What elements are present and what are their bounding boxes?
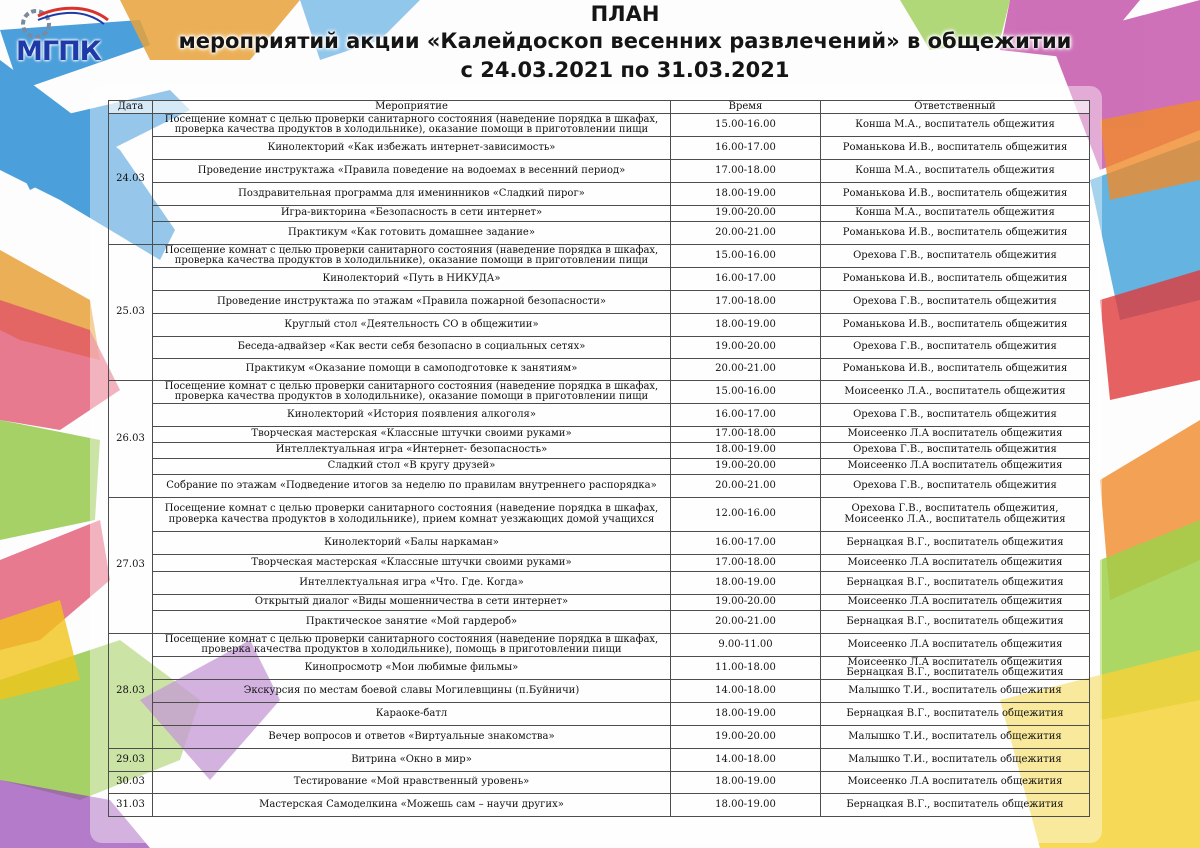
time-cell: 14.00-18.00 bbox=[671, 680, 821, 703]
event-cell: Мастерская Самоделкина «Можешь сам – научи других» bbox=[153, 794, 671, 817]
header-event: Мероприятие bbox=[153, 101, 671, 114]
responsible-cell: Бернацкая В.Г., воспитатель общежития bbox=[821, 794, 1090, 817]
time-cell: 16.00-17.00 bbox=[671, 137, 821, 160]
event-cell: Тестирование «Мой нравственный уровень» bbox=[153, 772, 671, 794]
header-time: Время bbox=[671, 101, 821, 114]
event-cell: Кинопросмотр «Мои любимые фильмы» bbox=[153, 657, 671, 680]
table-row bbox=[109, 337, 1090, 359]
time-cell: 18.00-19.00 bbox=[671, 772, 821, 794]
table-row bbox=[109, 726, 1090, 749]
time-cell: 19.00-20.00 bbox=[671, 206, 821, 222]
table-row bbox=[109, 532, 1090, 555]
event-cell: Посещение комнат с целью проверки санитарного состояния (наведение порядка в шкафах, проверка качества продуктов в холодильнике), оказание помощи в приготовлении пищи bbox=[153, 381, 671, 404]
responsible-cell: Моисеенко Л.А воспитатель общежития bbox=[821, 634, 1090, 657]
event-cell: Практическое занятие «Мой гардероб» bbox=[153, 611, 671, 634]
time-cell: 19.00-20.00 bbox=[671, 726, 821, 749]
logo-text: МГПК bbox=[16, 36, 101, 67]
page-title bbox=[150, 2, 1100, 85]
date-cell: 27.03 bbox=[109, 498, 153, 634]
event-cell: Проведение инструктажа по этажам «Правила пожарной безопасности» bbox=[153, 291, 671, 314]
time-cell: 16.00-17.00 bbox=[671, 268, 821, 291]
event-cell: Кинолекторий «Путь в НИКУДА» bbox=[153, 268, 671, 291]
event-cell: Посещение комнат с целью проверки санитарного состояния (наведение порядка в шкафах, проверка качества продуктов в холодильнике), прием комнат уезжающих домой учащихся bbox=[153, 498, 671, 532]
responsible-cell: Малышко Т.И., воспитатель общежития bbox=[821, 680, 1090, 703]
date-cell: 25.03 bbox=[109, 245, 153, 381]
table-row bbox=[109, 268, 1090, 291]
table-row bbox=[109, 794, 1090, 817]
table-row bbox=[109, 475, 1090, 498]
responsible-cell: Малышко Т.И., воспитатель общежития bbox=[821, 749, 1090, 772]
event-cell: Витрина «Окно в мир» bbox=[153, 749, 671, 772]
header-responsible: Ответственный bbox=[821, 101, 1090, 114]
events-table bbox=[108, 100, 1090, 817]
responsible-cell: Романькова И.В., воспитатель общежития bbox=[821, 268, 1090, 291]
table-row bbox=[109, 222, 1090, 245]
event-cell: Беседа-адвайзер «Как вести себя безопасно в социальных сетях» bbox=[153, 337, 671, 359]
table-row bbox=[109, 443, 1090, 459]
responsible-cell: Орехова Г.В., воспитатель общежития, Моисеенко Л.А., воспитатель общежития bbox=[821, 498, 1090, 532]
responsible-cell: Орехова Г.В., воспитатель общежития bbox=[821, 443, 1090, 459]
date-cell: 31.03 bbox=[109, 794, 153, 817]
event-cell: Сладкий стол «В кругу друзей» bbox=[153, 459, 671, 475]
time-cell: 18.00-19.00 bbox=[671, 703, 821, 726]
table-row bbox=[109, 206, 1090, 222]
responsible-cell: Романькова И.В., воспитатель общежития bbox=[821, 222, 1090, 245]
time-cell: 17.00-18.00 bbox=[671, 291, 821, 314]
table-row bbox=[109, 137, 1090, 160]
title-line-1: ПЛАН bbox=[590, 2, 660, 26]
event-cell: Поздравительная программа для именинников «Сладкий пирог» bbox=[153, 183, 671, 206]
table-row bbox=[109, 772, 1090, 794]
event-cell: Круглый стол «Деятельность СО в общежитии» bbox=[153, 314, 671, 337]
date-cell: 29.03 bbox=[109, 749, 153, 772]
responsible-cell: Орехова Г.В., воспитатель общежития bbox=[821, 337, 1090, 359]
time-cell: 20.00-21.00 bbox=[671, 222, 821, 245]
table-row bbox=[109, 555, 1090, 572]
college-logo bbox=[8, 6, 136, 66]
time-cell: 18.00-19.00 bbox=[671, 443, 821, 459]
table-row bbox=[109, 291, 1090, 314]
responsible-cell: Бернацкая В.Г., воспитатель общежития bbox=[821, 572, 1090, 595]
table-row bbox=[109, 611, 1090, 634]
table-row bbox=[109, 498, 1090, 532]
date-cell: 28.03 bbox=[109, 634, 153, 749]
table-row bbox=[109, 183, 1090, 206]
time-cell: 15.00-16.00 bbox=[671, 245, 821, 268]
responsible-cell: Орехова Г.В., воспитатель общежития bbox=[821, 475, 1090, 498]
time-cell: 18.00-19.00 bbox=[671, 183, 821, 206]
time-cell: 11.00-18.00 bbox=[671, 657, 821, 680]
table-body bbox=[109, 114, 1090, 817]
table-row bbox=[109, 381, 1090, 404]
event-cell: Открытый диалог «Виды мошенничества в сети интернет» bbox=[153, 595, 671, 611]
title-line-2: мероприятий акции «Калейдоскоп весенних развлечений» в общежитии bbox=[178, 29, 1072, 53]
event-cell: Практикум «Как готовить домашнее задание» bbox=[153, 222, 671, 245]
responsible-cell: Конша М.А., воспитатель общежития bbox=[821, 114, 1090, 137]
event-cell: Интеллектуальная игра «Что. Где. Когда» bbox=[153, 572, 671, 595]
responsible-cell: Конша М.А., воспитатель общежития bbox=[821, 206, 1090, 222]
table-row bbox=[109, 595, 1090, 611]
table-row bbox=[109, 359, 1090, 381]
table-row bbox=[109, 459, 1090, 475]
time-cell: 20.00-21.00 bbox=[671, 611, 821, 634]
date-cell: 24.03 bbox=[109, 114, 153, 245]
time-cell: 15.00-16.00 bbox=[671, 114, 821, 137]
responsible-cell: Моисеенко Л.А воспитатель общежития bbox=[821, 595, 1090, 611]
time-cell: 18.00-19.00 bbox=[671, 572, 821, 595]
event-cell: Вечер вопросов и ответов «Виртуальные знакомства» bbox=[153, 726, 671, 749]
table-row bbox=[109, 634, 1090, 657]
table-row bbox=[109, 572, 1090, 595]
event-cell: Творческая мастерская «Классные штучки своими руками» bbox=[153, 427, 671, 443]
time-cell: 17.00-18.00 bbox=[671, 555, 821, 572]
time-cell: 16.00-17.00 bbox=[671, 532, 821, 555]
date-cell: 26.03 bbox=[109, 381, 153, 498]
time-cell: 9.00-11.00 bbox=[671, 634, 821, 657]
event-cell: Собрание по этажам «Подведение итогов за неделю по правилам внутреннего распорядка» bbox=[153, 475, 671, 498]
time-cell: 18.00-19.00 bbox=[671, 314, 821, 337]
time-cell: 17.00-18.00 bbox=[671, 427, 821, 443]
table-header-row bbox=[109, 101, 1090, 114]
responsible-cell: Конша М.А., воспитатель общежития bbox=[821, 160, 1090, 183]
table-row bbox=[109, 680, 1090, 703]
responsible-cell: Орехова Г.В., воспитатель общежития bbox=[821, 245, 1090, 268]
time-cell: 17.00-18.00 bbox=[671, 160, 821, 183]
time-cell: 19.00-20.00 bbox=[671, 595, 821, 611]
event-cell: Посещение комнат с целью проверки санитарного состояния (наведение порядка в шкафах, проверка качества продуктов в холодильнике), помощь в приготовлении пищи bbox=[153, 634, 671, 657]
event-cell: Проведение инструктажа «Правила поведение на водоемах в весенний период» bbox=[153, 160, 671, 183]
event-cell: Караоке-батл bbox=[153, 703, 671, 726]
time-cell: 19.00-20.00 bbox=[671, 459, 821, 475]
responsible-cell: Романькова И.В., воспитатель общежития bbox=[821, 137, 1090, 160]
table-row bbox=[109, 427, 1090, 443]
responsible-cell: Моисеенко Л.А воспитатель общежития bbox=[821, 427, 1090, 443]
title-line-3: с 24.03.2021 по 31.03.2021 bbox=[460, 58, 790, 82]
event-cell: Кинолекторий «Как избежать интернет-зависимость» bbox=[153, 137, 671, 160]
table-row bbox=[109, 245, 1090, 268]
time-cell: 15.00-16.00 bbox=[671, 381, 821, 404]
responsible-cell: Бернацкая В.Г., воспитатель общежития bbox=[821, 532, 1090, 555]
time-cell: 19.00-20.00 bbox=[671, 337, 821, 359]
responsible-cell: Моисеенко Л.А воспитатель общежития bbox=[821, 555, 1090, 572]
table-row bbox=[109, 160, 1090, 183]
event-cell: Практикум «Оказание помощи в самоподготовке к занятиям» bbox=[153, 359, 671, 381]
time-cell: 16.00-17.00 bbox=[671, 404, 821, 427]
responsible-cell: Моисеенко Л.А воспитатель общежития bbox=[821, 459, 1090, 475]
responsible-cell: Романькова И.В., воспитатель общежития bbox=[821, 314, 1090, 337]
header-date: Дата bbox=[109, 101, 153, 114]
responsible-cell: Орехова Г.В., воспитатель общежития bbox=[821, 404, 1090, 427]
event-cell: Кинолекторий «История появления алкоголя» bbox=[153, 404, 671, 427]
table-row bbox=[109, 314, 1090, 337]
time-cell: 20.00-21.00 bbox=[671, 475, 821, 498]
event-cell: Творческая мастерская «Классные штучки своими руками» bbox=[153, 555, 671, 572]
responsible-cell: Романькова И.В., воспитатель общежития bbox=[821, 359, 1090, 381]
event-cell: Экскурсия по местам боевой славы Могилевщины (п.Буйничи) bbox=[153, 680, 671, 703]
responsible-cell: Бернацкая В.Г., воспитатель общежития bbox=[821, 611, 1090, 634]
table-row bbox=[109, 749, 1090, 772]
time-cell: 12.00-16.00 bbox=[671, 498, 821, 532]
responsible-cell: Моисеенко Л.А воспитатель общежития bbox=[821, 772, 1090, 794]
responsible-cell: Бернацкая В.Г., воспитатель общежития bbox=[821, 703, 1090, 726]
responsible-cell: Моисеенко Л.А., воспитатель общежития bbox=[821, 381, 1090, 404]
table-row bbox=[109, 404, 1090, 427]
event-cell: Игра-викторина «Безопасность в сети интернет» bbox=[153, 206, 671, 222]
time-cell: 20.00-21.00 bbox=[671, 359, 821, 381]
time-cell: 14.00-18.00 bbox=[671, 749, 821, 772]
event-cell: Интеллектуальная игра «Интернет- безопасность» bbox=[153, 443, 671, 459]
table-row bbox=[109, 703, 1090, 726]
responsible-cell: Романькова И.В., воспитатель общежития bbox=[821, 183, 1090, 206]
event-cell: Кинолекторий «Балы наркаман» bbox=[153, 532, 671, 555]
table-row bbox=[109, 114, 1090, 137]
responsible-cell: Моисеенко Л.А воспитатель общежития Бернацкая В.Г., воспитатель общежития bbox=[821, 657, 1090, 680]
time-cell: 18.00-19.00 bbox=[671, 794, 821, 817]
event-cell: Посещение комнат с целью проверки санитарного состояния (наведение порядка в шкафах, проверка качества продуктов в холодильнике), оказание помощи в приготовлении пищи bbox=[153, 245, 671, 268]
table-row bbox=[109, 657, 1090, 680]
date-cell: 30.03 bbox=[109, 772, 153, 794]
responsible-cell: Орехова Г.В., воспитатель общежития bbox=[821, 291, 1090, 314]
event-cell: Посещение комнат с целью проверки санитарного состояния (наведение порядка в шкафах, проверка качества продуктов в холодильнике), оказание помощи в приготовлении пищи bbox=[153, 114, 671, 137]
responsible-cell: Малышко Т.И., воспитатель общежития bbox=[821, 726, 1090, 749]
